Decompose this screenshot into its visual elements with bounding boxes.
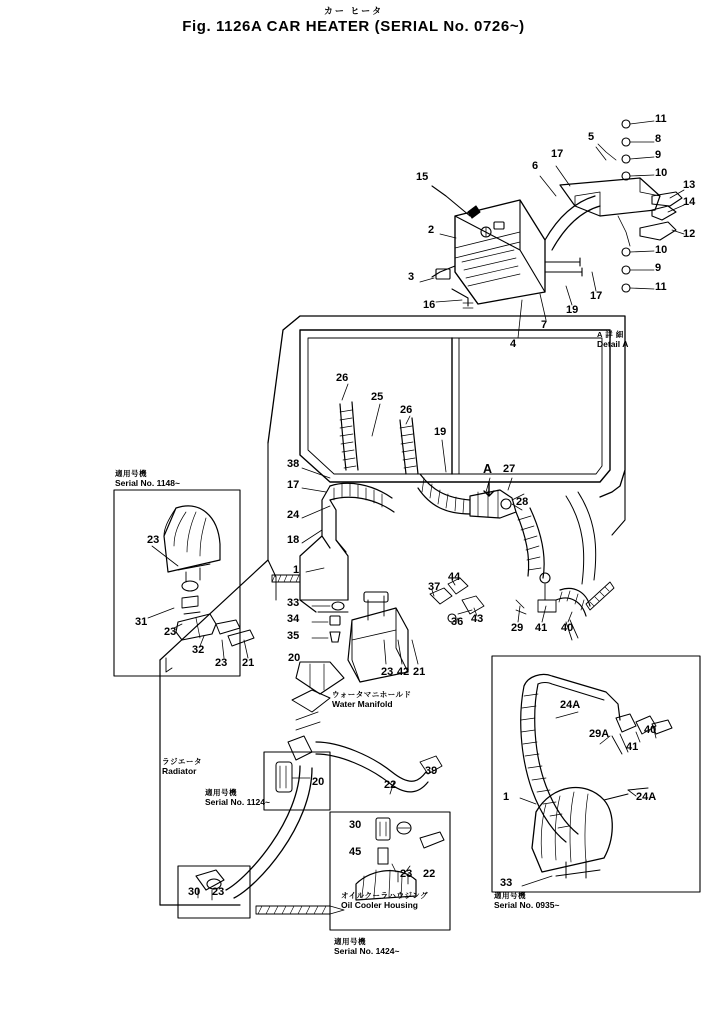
- callout-23d: 23: [215, 657, 228, 669]
- callout-31: 31: [135, 616, 148, 628]
- callout-29a: 29A: [589, 728, 610, 740]
- callout-43: 43: [471, 613, 484, 625]
- callout-15: 15: [416, 171, 429, 183]
- page-title-jp: カー ヒータ: [323, 6, 384, 16]
- label-serial-0935: [494, 892, 559, 910]
- callout-34: 34: [287, 613, 300, 625]
- label-serial-1124-jp: 適用号機: [205, 788, 237, 797]
- callout-17b: 17: [590, 290, 603, 302]
- callout-4: 4: [510, 338, 517, 350]
- callout-33: 33: [287, 597, 300, 609]
- label-serial-1424: [334, 938, 399, 956]
- callout-40: 40: [561, 622, 574, 634]
- callout-20b: 20: [312, 776, 325, 788]
- callout-25: 25: [371, 391, 384, 403]
- callout-11: 11: [655, 113, 667, 125]
- callout-10b: 10: [655, 244, 668, 256]
- callout-23b: 23: [147, 534, 160, 546]
- callout-23a: 23: [381, 666, 394, 678]
- callout-29: 29: [511, 622, 524, 634]
- label-serial-1424-jp: 適用号機: [334, 937, 366, 946]
- callout-19b: 19: [434, 426, 447, 438]
- callout-16: 16: [423, 299, 436, 311]
- callout-41: 41: [535, 622, 548, 634]
- label-serial-1148-text: Serial No. 1148~: [115, 477, 180, 488]
- callout-17c: 17: [287, 479, 300, 491]
- callout-11b: 11: [655, 281, 667, 293]
- page-title-text: Fig. 1126A CAR HEATER (SERIAL No. 0726~): [182, 18, 525, 35]
- callout-38: 38: [287, 458, 300, 470]
- label-water-manifold-text: Water Manifold: [332, 698, 393, 709]
- label-serial-0935-text: Serial No. 0935~: [494, 899, 560, 910]
- label-serial-0935-jp: 適用号機: [494, 891, 526, 900]
- callout-42: 42: [397, 666, 410, 678]
- label-water-manifold: [332, 691, 412, 709]
- callout-35: 35: [287, 630, 300, 642]
- callout-20: 20: [288, 652, 301, 664]
- callout-6: 6: [532, 160, 539, 172]
- callout-28: 28: [516, 496, 529, 508]
- callout-13: 13: [683, 179, 696, 191]
- callout-27: 27: [503, 463, 516, 475]
- label-serial-1148-jp: 適用号機: [115, 469, 147, 478]
- label-detail-a-text: Detail A: [597, 338, 629, 349]
- label-radiator: [162, 758, 202, 776]
- callout-22a: 22: [384, 779, 397, 791]
- callout-1b: 1: [503, 791, 510, 803]
- callout-24: 24: [287, 509, 300, 521]
- callout-19: 19: [566, 304, 579, 316]
- callout-30b: 30: [349, 819, 362, 831]
- callout-36: 36: [451, 616, 464, 628]
- label-water-manifold-jp: ウォータマニホールド: [332, 690, 412, 699]
- callout-18: 18: [287, 534, 300, 546]
- callout-45: 45: [349, 846, 362, 858]
- label-serial-1424-text: Serial No. 1424~: [334, 945, 400, 956]
- label-serial-1124-text: Serial No. 1124~: [205, 796, 270, 807]
- callout-14: 14: [683, 196, 696, 208]
- callout-33b: 33: [500, 877, 513, 889]
- callout-23c: 23: [164, 626, 177, 638]
- callout-39: 39: [425, 765, 438, 777]
- label-oil-cooler-housing-text: Oil Cooler Housing: [341, 899, 418, 910]
- callout-37: 37: [428, 581, 441, 593]
- callout-12: 12: [683, 228, 696, 240]
- callout-44: 44: [448, 571, 461, 583]
- label-oil-cooler-housing: [341, 892, 428, 910]
- label-detail-a-jp: A 詳 細: [597, 330, 624, 339]
- callout-22b: 22: [423, 868, 436, 880]
- callout-9b: 9: [655, 262, 662, 274]
- callout-8: 8: [655, 133, 662, 145]
- callout-a-main: A: [483, 462, 493, 476]
- callout-32: 32: [192, 644, 205, 656]
- callout-26: 26: [336, 372, 349, 384]
- label-oil-cooler-housing-jp: オイルクーラハウジング: [341, 891, 429, 900]
- label-radiator-jp: ラジエータ: [162, 757, 202, 766]
- label-serial-1124: [205, 789, 270, 807]
- callout-5: 5: [588, 131, 595, 143]
- callout-23e: 23: [212, 886, 225, 898]
- callout-23f: 23: [400, 868, 413, 880]
- callout-30a: 30: [188, 886, 201, 898]
- callout-21b: 21: [242, 657, 255, 669]
- callout-24a-bottom: 24A: [636, 791, 657, 803]
- callout-9: 9: [655, 149, 662, 161]
- callout-3: 3: [408, 271, 415, 283]
- callout-26b: 26: [400, 404, 413, 416]
- callout-2: 2: [428, 224, 435, 236]
- callout-10: 10: [655, 167, 668, 179]
- callout-40b: 40: [644, 724, 657, 736]
- label-detail-a: [597, 331, 628, 349]
- label-serial-1148: [115, 470, 180, 488]
- callout-21a: 21: [413, 666, 426, 678]
- callout-1: 1: [293, 564, 300, 576]
- callout-41b: 41: [626, 741, 639, 753]
- callout-24a-top: 24A: [560, 699, 581, 711]
- callout-17: 17: [551, 148, 564, 160]
- callout-7: 7: [541, 319, 548, 331]
- label-radiator-text: Radiator: [162, 765, 197, 776]
